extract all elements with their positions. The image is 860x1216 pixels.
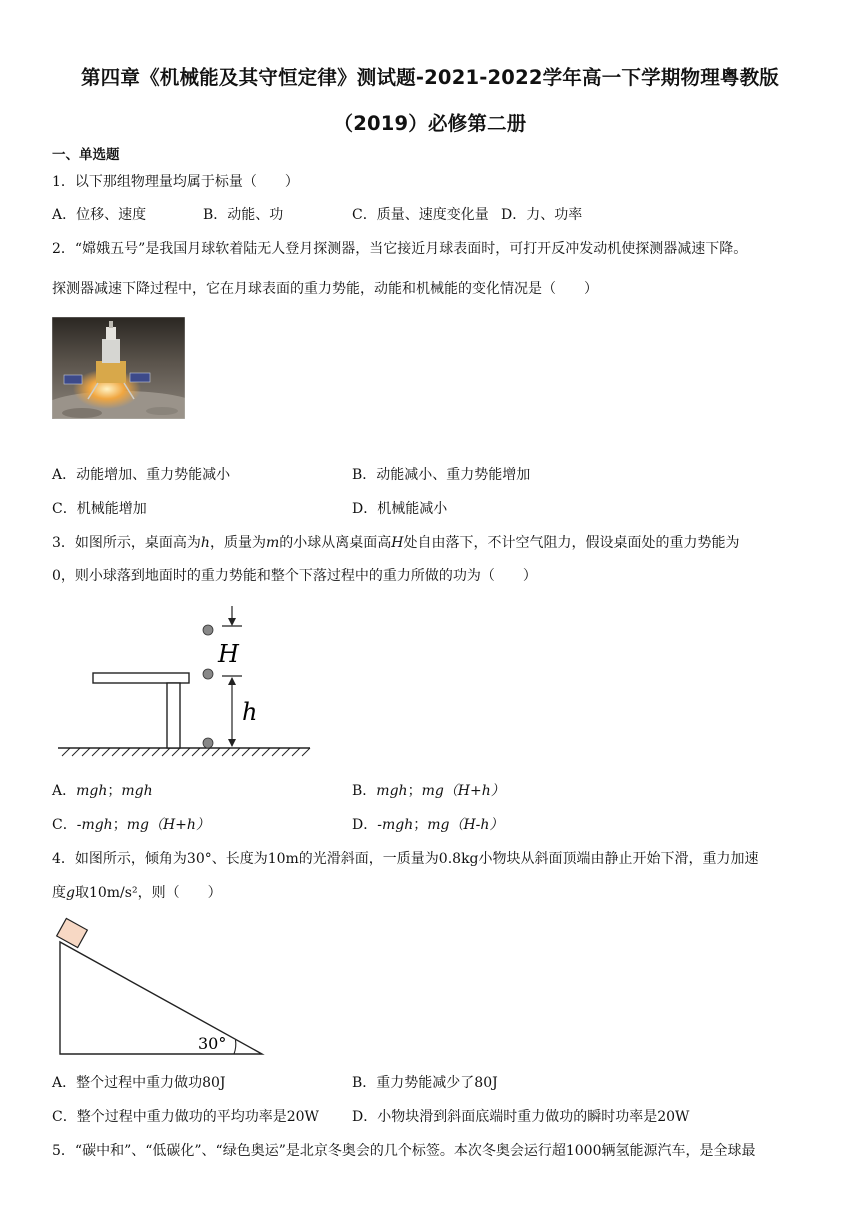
q3-stem-line1: 3．如图所示，桌面高为h，质量为m的小球从离桌面高H处自由落下，不计空气阻力，假设桌面处的重力势能为 xyxy=(52,535,740,551)
table-leg xyxy=(167,683,180,748)
q4-stem-line1: 4．如图所示，倾角为30°、长度为10m的光滑斜面，一质量为0.8kg小物块从斜面顶端由静止开始下滑，重力加速 xyxy=(52,851,759,867)
q4-option-c: C．整个过程中重力做功的平均功率是20W xyxy=(52,1109,319,1125)
ground-hatching xyxy=(62,748,310,756)
q3-stem-line2: 0，则小球落到地面时的重力势能和整个下落过程中的重力所做的功为（ ） xyxy=(52,568,537,584)
q2-stem-line1: 2．“嫦娥五号”是我国月球软着陆无人登月探测器，当它接近月球表面时，可打开反冲发动机使探测器减速下降。 xyxy=(52,241,748,257)
angle-label: 30° xyxy=(198,1034,227,1053)
q3-option-d: D．-mgh；mg（H-h） xyxy=(352,817,504,833)
q3-option-b: B．mgh；mg（H+h） xyxy=(352,783,505,799)
incline-triangle xyxy=(60,942,262,1054)
arrow-down-icon xyxy=(228,618,236,626)
q3-option-c: C．-mgh；mg（H+h） xyxy=(52,817,210,833)
ball-table-level xyxy=(203,669,213,679)
q2-option-c: C．机械能增加 xyxy=(52,501,147,517)
q1-option-c: C．质量、速度变化量 xyxy=(352,207,489,223)
q1-stem: 1．以下那组物理量均属于标量（ ） xyxy=(52,174,299,190)
ball-start xyxy=(203,625,213,635)
label-H: H xyxy=(218,640,239,668)
q2-option-a: A．动能增加、重力势能减小 xyxy=(52,467,231,483)
section-heading: 一、单选题 xyxy=(52,147,120,163)
q2-stem-line2: 探测器减速下降过程中，它在月球表面的重力势能，动能和机械能的变化情况是（ ） xyxy=(52,281,598,297)
arrow-down-icon xyxy=(228,739,236,747)
q4-stem-line2: 度g取10m/s²，则（ ） xyxy=(52,885,222,901)
q3-option-a: A．mgh；mgh xyxy=(52,783,153,799)
label-h: h xyxy=(242,698,258,726)
exam-title-line1: 第四章《机械能及其守恒定律》测试题-2021-2022学年高一下学期物理粤教版 xyxy=(80,66,780,89)
q1-option-a: A．位移、速度 xyxy=(52,207,147,223)
falling-ball-diagram xyxy=(56,600,316,760)
table-top xyxy=(93,673,189,683)
arrow-up-icon xyxy=(228,677,236,685)
q1-option-b: B．动能、功 xyxy=(203,207,284,223)
exam-title-line2: （2019）必修第二册 xyxy=(333,112,527,135)
q5-stem-line1: 5．“碳中和”、“低碳化”、“绿色奥运”是北京冬奥会的几个标签。本次冬奥会运行超1000辆氢能源汽车，是全球最 xyxy=(52,1143,756,1159)
incline-diagram xyxy=(52,916,268,1058)
q2-option-d: D．机械能减小 xyxy=(352,501,448,517)
q4-option-d: D．小物块滑到斜面底端时重力做功的瞬时功率是20W xyxy=(352,1109,690,1125)
ball-ground xyxy=(203,738,213,748)
q1-option-d: D．力、功率 xyxy=(501,207,583,223)
lunar-lander-photo xyxy=(52,317,185,419)
q2-option-b: B．动能减小、重力势能增加 xyxy=(352,467,531,483)
q4-option-a: A．整个过程中重力做功80J xyxy=(52,1075,226,1091)
q4-option-b: B．重力势能减少了80J xyxy=(352,1075,498,1091)
